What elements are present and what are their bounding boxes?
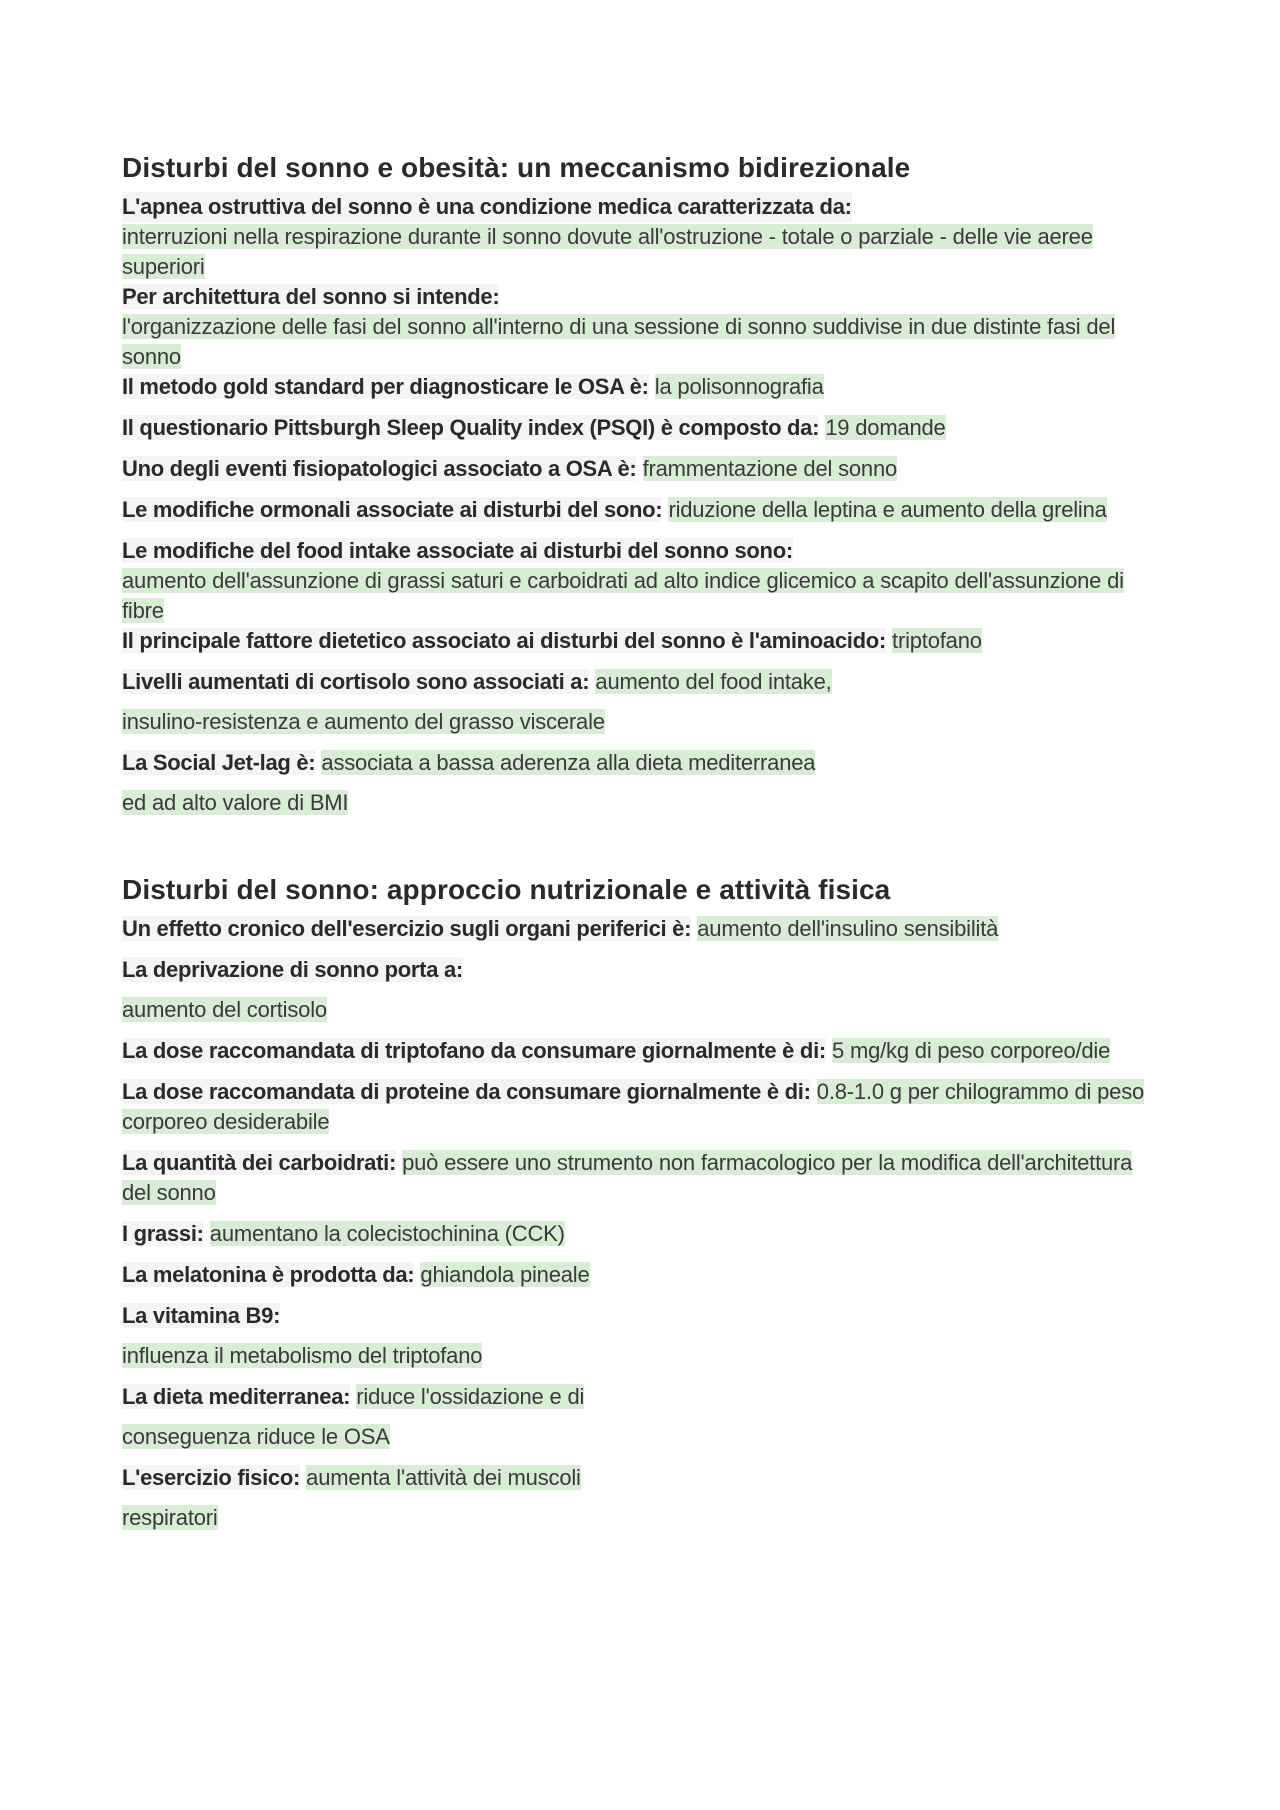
qa-item xyxy=(122,914,1162,944)
qa-item xyxy=(122,495,1162,525)
question: La dose raccomandata di proteine da consumare giornalmente è di: xyxy=(122,1079,811,1104)
question: La dose raccomandata di triptofano da consumare giornalmente è di: xyxy=(122,1038,826,1063)
qa-item xyxy=(122,454,1162,484)
qa-item xyxy=(122,536,1162,626)
qa-item xyxy=(122,1219,1162,1249)
qa-item xyxy=(122,1036,1162,1066)
answer: aumento dell'assunzione di grassi saturi e carboidrati ad alto indice glicemico a scapito dell'assunzione di fibre xyxy=(122,568,1124,623)
question: Il principale fattore dietetico associato ai disturbi del sonno è l'aminoacido: xyxy=(122,628,886,653)
question: Uno degli eventi fisiopatologici associato a OSA è: xyxy=(122,456,637,481)
answer: aumento dell'insulino sensibilità xyxy=(697,916,999,941)
answer: 0.8-1.0 g per chilogrammo di peso corporeo desiderabile xyxy=(122,1079,1145,1134)
answer-continuation: insulino-resistenza e aumento del grasso viscerale xyxy=(122,709,605,734)
qa-item xyxy=(122,626,1162,656)
qa-item xyxy=(122,372,1162,402)
answer-continuation: conseguenza riduce le OSA xyxy=(122,1424,390,1449)
answer: triptofano xyxy=(892,628,982,653)
question: I grassi: xyxy=(122,1221,204,1246)
question: Il questionario Pittsburgh Sleep Quality index (PSQI) è composto da: xyxy=(122,415,820,440)
question: Per architettura del sonno si intende: xyxy=(122,284,500,309)
answer: associata a bassa aderenza alla dieta mediterranea xyxy=(321,750,816,775)
question: L'apnea ostruttiva del sonno è una condizione medica caratterizzata da: xyxy=(122,192,852,222)
qa-item xyxy=(122,748,1162,818)
qa-item xyxy=(122,955,1162,1025)
answer: la polisonnografia xyxy=(654,374,824,399)
answer: 5 mg/kg di peso corporeo/die xyxy=(832,1038,1111,1063)
question: Le modifiche del food intake associate ai disturbi del sonno sono: xyxy=(122,538,793,563)
question: La quantità dei carboidrati: xyxy=(122,1150,396,1175)
qa-item xyxy=(122,1260,1162,1290)
section-title: Disturbi del sonno e obesità: un meccanismo bidirezionale xyxy=(122,152,911,183)
question: La dieta mediterranea: xyxy=(122,1384,351,1409)
answer: 19 domande xyxy=(825,415,946,440)
answer: riduce l'ossidazione e di xyxy=(356,1384,585,1409)
qa-item xyxy=(122,1301,1162,1371)
answer: frammentazione del sonno xyxy=(642,456,898,481)
question: Le modifiche ormonali associate ai disturbi del sono: xyxy=(122,497,663,522)
question: La deprivazione di sonno porta a: xyxy=(122,957,463,982)
qa-item xyxy=(122,1148,1162,1208)
answer: aumento del cortisolo xyxy=(122,997,327,1022)
answer: aumentano la colecistochinina (CCK) xyxy=(209,1221,565,1246)
question: Il metodo gold standard per diagnosticare le OSA è: xyxy=(122,374,649,399)
answer: l'organizzazione delle fasi del sonno all'interno di una sessione di sonno suddivise in due distinte fasi del sonno xyxy=(122,314,1116,369)
qa-item xyxy=(122,1463,1162,1533)
answer: aumenta l'attività dei muscoli xyxy=(306,1465,581,1490)
qa-item xyxy=(122,1382,1162,1452)
answer-continuation: ed ad alto valore di BMI xyxy=(122,790,349,815)
question: La vitamina B9: xyxy=(122,1303,281,1328)
answer: può essere uno strumento non farmacologico per la modifica dell'architettura del sonno xyxy=(122,1150,1133,1205)
answer: influenza il metabolismo del triptofano xyxy=(122,1343,483,1368)
answer: aumento del food intake, xyxy=(595,669,832,694)
qa-item xyxy=(122,667,1162,737)
section-title: Disturbi del sonno: approccio nutrizionale e attività fisica xyxy=(122,874,891,905)
question: Un effetto cronico dell'esercizio sugli organi periferici è: xyxy=(122,916,692,941)
answer: interruzioni nella respirazione durante il sonno dovute all'ostruzione - totale o parziale - delle vie aeree superiori xyxy=(122,224,1093,279)
qa-item xyxy=(122,282,1162,372)
question: Livelli aumentati di cortisolo sono associati a: xyxy=(122,669,590,694)
qa-item xyxy=(122,1077,1162,1137)
answer: riduzione della leptina e aumento della grelina xyxy=(668,497,1107,522)
qa-item xyxy=(122,192,1162,282)
question: L'esercizio fisico: xyxy=(122,1465,301,1490)
question: La Social Jet-lag è: xyxy=(122,750,316,775)
answer: ghiandola pineale xyxy=(420,1262,590,1287)
answer-continuation: respiratori xyxy=(122,1505,218,1530)
qa-item xyxy=(122,413,1162,443)
question: La melatonina è prodotta da: xyxy=(122,1262,415,1287)
document-page xyxy=(122,150,1162,1544)
